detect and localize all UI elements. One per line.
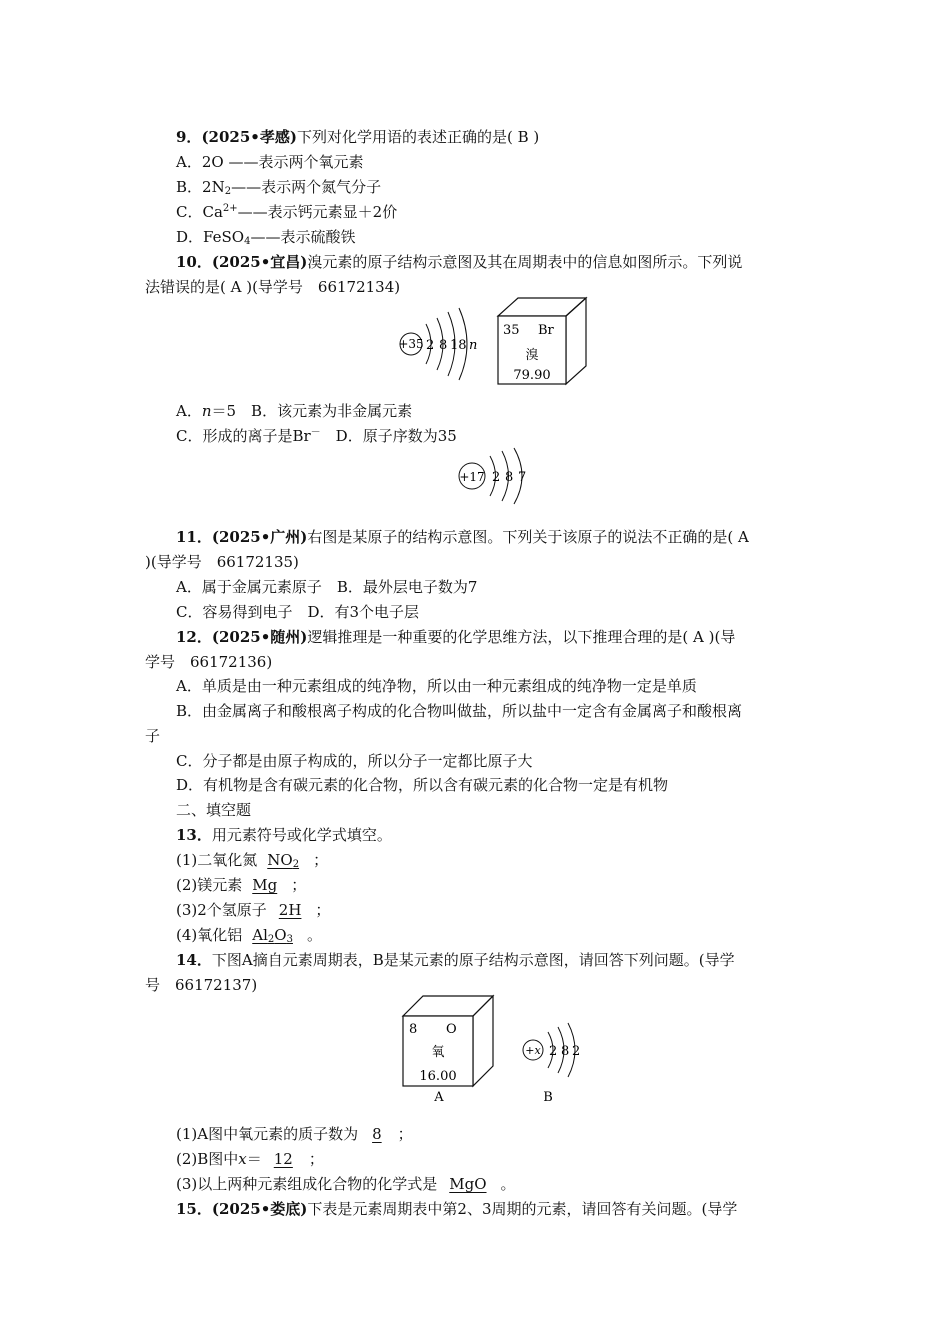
q11-options-ab — [176, 577, 477, 597]
q12-option-d — [176, 775, 668, 795]
q13-item-4-answer-b: O — [274, 926, 287, 944]
q10-option-cd-text: D．原子序数为35 — [320, 427, 457, 445]
bromine-periodic-cell — [498, 298, 586, 384]
chlorine-nucleus: +17 — [459, 470, 485, 484]
oxygen-atomic-number: 8 — [409, 1022, 418, 1037]
q15-number: 15． — [176, 1200, 212, 1218]
q9-option-b-sub: 2 — [224, 186, 232, 197]
q12-source: (2025•随州) — [211, 628, 308, 646]
q13-item-1 — [176, 850, 328, 870]
q12-option-d-text: D．有机物是含有碳元素的化合物，所以含有碳元素的化合物一定是有机物 — [176, 776, 669, 794]
q14-answer-1 — [176, 1124, 413, 1144]
q12-stem-line2 — [145, 652, 272, 672]
q15-source: (2025•娄底) — [211, 1200, 308, 1218]
bromine-atom-diagram — [398, 308, 477, 380]
q9-number: 9． — [176, 128, 202, 146]
q10-options-cd — [176, 426, 457, 446]
q11-stem-line2 — [145, 552, 299, 572]
q9-option-d-text: D．FeSO — [176, 228, 245, 246]
q13-question: 用元素符号或化学式填空。 — [211, 826, 392, 844]
bromine-name: 溴 — [525, 348, 539, 363]
q12-option-b-line1 — [176, 701, 742, 721]
bromine-shell-1: 2 — [426, 338, 435, 353]
chlorine-shell-2: 8 — [505, 470, 514, 485]
oxygen-name: 氧 — [431, 1045, 445, 1060]
q13-item-1-prompt: (1)二氧化氮 — [176, 851, 258, 869]
q14-answer-1-punct: ； — [397, 1125, 413, 1143]
q14-answer-2-eq: ＝ — [246, 1150, 262, 1168]
q9-option-c-text: C．Ca — [176, 203, 223, 221]
q13-item-3 — [176, 900, 330, 920]
q13-item-4-punct: 。 — [306, 926, 322, 944]
magnesium-atom-diagram — [523, 1023, 580, 1104]
q12-stem-line1 — [176, 627, 735, 647]
q14-figure — [395, 994, 595, 1104]
q9-option-d-sub: 4 — [244, 236, 251, 247]
q13-item-1-answer-sub: 2 — [292, 859, 300, 870]
q13-item-1-answer — [257, 850, 313, 870]
figure-label-a: A — [434, 1090, 444, 1104]
q15-question: 下表是元素周期表中第2、3周期的元素，请回答有关问题。(导学 — [307, 1200, 738, 1218]
q14-answer-3-prompt: (3)以上两种元素组成化合物的化学式是 — [176, 1175, 438, 1193]
q14-answer-3-punct: 。 — [500, 1175, 516, 1193]
q9-source: (2025•孝感) — [201, 128, 297, 146]
q10-option-a-label: A． — [176, 402, 202, 420]
q14-stem-line2 — [145, 975, 257, 995]
section-heading-text: 二、填空题 — [176, 801, 252, 819]
bromine-symbol: Br — [538, 323, 554, 338]
q13-item-4-answer-sub2: 3 — [286, 934, 293, 945]
q13-item-3-punct: ； — [315, 901, 331, 919]
q12-number: 12． — [176, 628, 212, 646]
bromine-nucleus: +35 — [398, 337, 424, 351]
q14-answer-2-value: 12 — [273, 1150, 293, 1168]
q9-option-b-rest: ——表示两个氮气分子 — [231, 178, 382, 196]
q14-question-1: 下图A摘自元素周期表，B是某元素的原子结构示意图，请回答下列问题。(导学 — [211, 951, 735, 969]
q13-stem — [176, 825, 392, 845]
q14-answer-2-punct: ； — [308, 1150, 324, 1168]
q9-option-d — [176, 227, 355, 247]
q10-question-1: 溴元素的原子结构示意图及其在周期表中的信息如图所示。下列说 — [307, 253, 743, 271]
q9-option-a — [176, 152, 363, 172]
q14-answer-3-value: MgO — [449, 1175, 487, 1193]
q9-option-c-rest: ——表示钙元素显＋2价 — [237, 203, 398, 221]
q9-stem — [176, 127, 539, 147]
q14-answer-2-prompt: (2)B图中 — [176, 1150, 239, 1168]
q13-item-3-answer: 2H — [278, 901, 302, 919]
q12-option-c — [176, 751, 532, 771]
oxygen-atomic-mass: 16.00 — [419, 1069, 457, 1084]
q12-option-a — [176, 676, 697, 696]
q11-question-2: )(导学号 66172135) — [145, 553, 299, 571]
q11-options-cd-text: C．容易得到电子 D．有3个电子层 — [176, 603, 420, 621]
q12-option-c-text: C．分子都是由原子构成的，所以分子一定都比原子大 — [176, 752, 533, 770]
magnesium-shell-1: 2 — [549, 1044, 558, 1059]
q13-item-4 — [176, 925, 322, 945]
oxygen-symbol: O — [446, 1022, 457, 1037]
q13-item-1-punct: ； — [313, 851, 329, 869]
q14-answer-3 — [176, 1174, 516, 1194]
q11-stem-line1 — [176, 527, 749, 547]
q15-stem — [176, 1199, 737, 1219]
magnesium-nucleus: +x — [525, 1044, 541, 1057]
figure-label-b: B — [543, 1090, 553, 1104]
q14-answer-1-prompt: (1)A图中氧元素的质子数为 — [176, 1125, 359, 1143]
bromine-shell-4: n — [469, 338, 478, 353]
q9-option-a-text: A．2O ——表示两个氧元素 — [176, 153, 364, 171]
q14-number: 14． — [176, 951, 212, 969]
q10-option-c-sup: － — [310, 427, 321, 438]
q13-item-4-answer-a: Al — [252, 926, 268, 944]
magnesium-shell-2: 8 — [561, 1044, 570, 1059]
q10-option-a-var: n — [201, 402, 212, 420]
q14-answer-2-var: x — [238, 1150, 247, 1168]
q11-question-1: 右图是某原子的结构示意图。下列关于该原子的说法不正确的是( A — [307, 528, 749, 546]
q10-source: (2025•宜昌) — [211, 253, 308, 271]
chlorine-atom-diagram — [450, 446, 540, 506]
q9-question: 下列对化学用语的表述正确的是( B ) — [296, 128, 540, 146]
q9-option-c — [176, 202, 397, 222]
q13-item-2 — [176, 875, 306, 895]
q13-item-4-prompt: (4)氧化铝 — [176, 926, 243, 944]
q14-answer-1-value: 8 — [372, 1125, 382, 1143]
q13-item-3-prompt: (3)2个氢原子 — [176, 901, 267, 919]
q11-number: 11． — [176, 528, 212, 546]
q12-option-b-text-2: 子 — [145, 727, 161, 745]
q10-option-ab-text: ＝5 B．该元素为非金属元素 — [211, 402, 413, 420]
q11-options-ab-text: A．属于金属元素原子 B．最外层电子数为7 — [176, 578, 478, 596]
q10-figure — [390, 296, 600, 388]
q13-item-2-prompt: (2)镁元素 — [176, 876, 243, 894]
q11-options-cd — [176, 602, 419, 622]
chlorine-shell-3: 7 — [518, 470, 527, 485]
q13-item-4-answer-sub1: 2 — [267, 934, 275, 945]
bromine-atomic-number: 35 — [503, 323, 520, 338]
q12-question-2: 学号 66172136) — [145, 653, 273, 671]
q10-option-c-text: C．形成的离子是Br — [176, 427, 311, 445]
q10-question-2: 法错误的是( A )(导学号 66172134) — [145, 278, 401, 296]
chlorine-shell-1: 2 — [492, 470, 501, 485]
q11-source: (2025•广州) — [211, 528, 308, 546]
q13-item-4-answer — [242, 925, 307, 945]
q14-answer-2 — [176, 1149, 324, 1169]
bromine-atomic-mass: 79.90 — [513, 368, 551, 383]
bromine-shell-2: 8 — [439, 338, 448, 353]
q10-options-ab — [176, 401, 412, 421]
q9-option-b-text: B．2N — [176, 178, 225, 196]
q9-option-c-sup: 2+ — [222, 203, 238, 214]
bromine-shell-3: 18 — [450, 338, 467, 353]
section-heading — [176, 800, 251, 820]
q12-option-b-line2 — [145, 726, 160, 746]
q12-option-a-text: A．单质是由一种元素组成的纯净物，所以由一种元素组成的纯净物一定是单质 — [176, 677, 697, 695]
q12-question-1: 逻辑推理是一种重要的化学思维方法，以下推理合理的是( A )(导 — [307, 628, 736, 646]
oxygen-periodic-cell — [403, 996, 493, 1104]
q10-stem-line1 — [176, 252, 742, 272]
q13-item-2-answer: Mg — [252, 876, 278, 894]
q14-stem-line1 — [176, 950, 735, 970]
q13-number: 13． — [176, 826, 212, 844]
q13-item-2-punct: ； — [291, 876, 307, 894]
q10-stem-line2 — [145, 277, 400, 297]
q13-item-1-answer-main: NO — [267, 851, 293, 869]
q9-option-b — [176, 177, 381, 197]
magnesium-shell-3: 2 — [572, 1044, 581, 1059]
q14-question-2: 号 66172137) — [145, 976, 258, 994]
q9-option-d-rest: ——表示硫酸铁 — [250, 228, 356, 246]
q12-option-b-text-1: B．由金属离子和酸根离子构成的化合物叫做盐，所以盐中一定含有金属离子和酸根离 — [176, 702, 743, 720]
q10-number: 10． — [176, 253, 212, 271]
